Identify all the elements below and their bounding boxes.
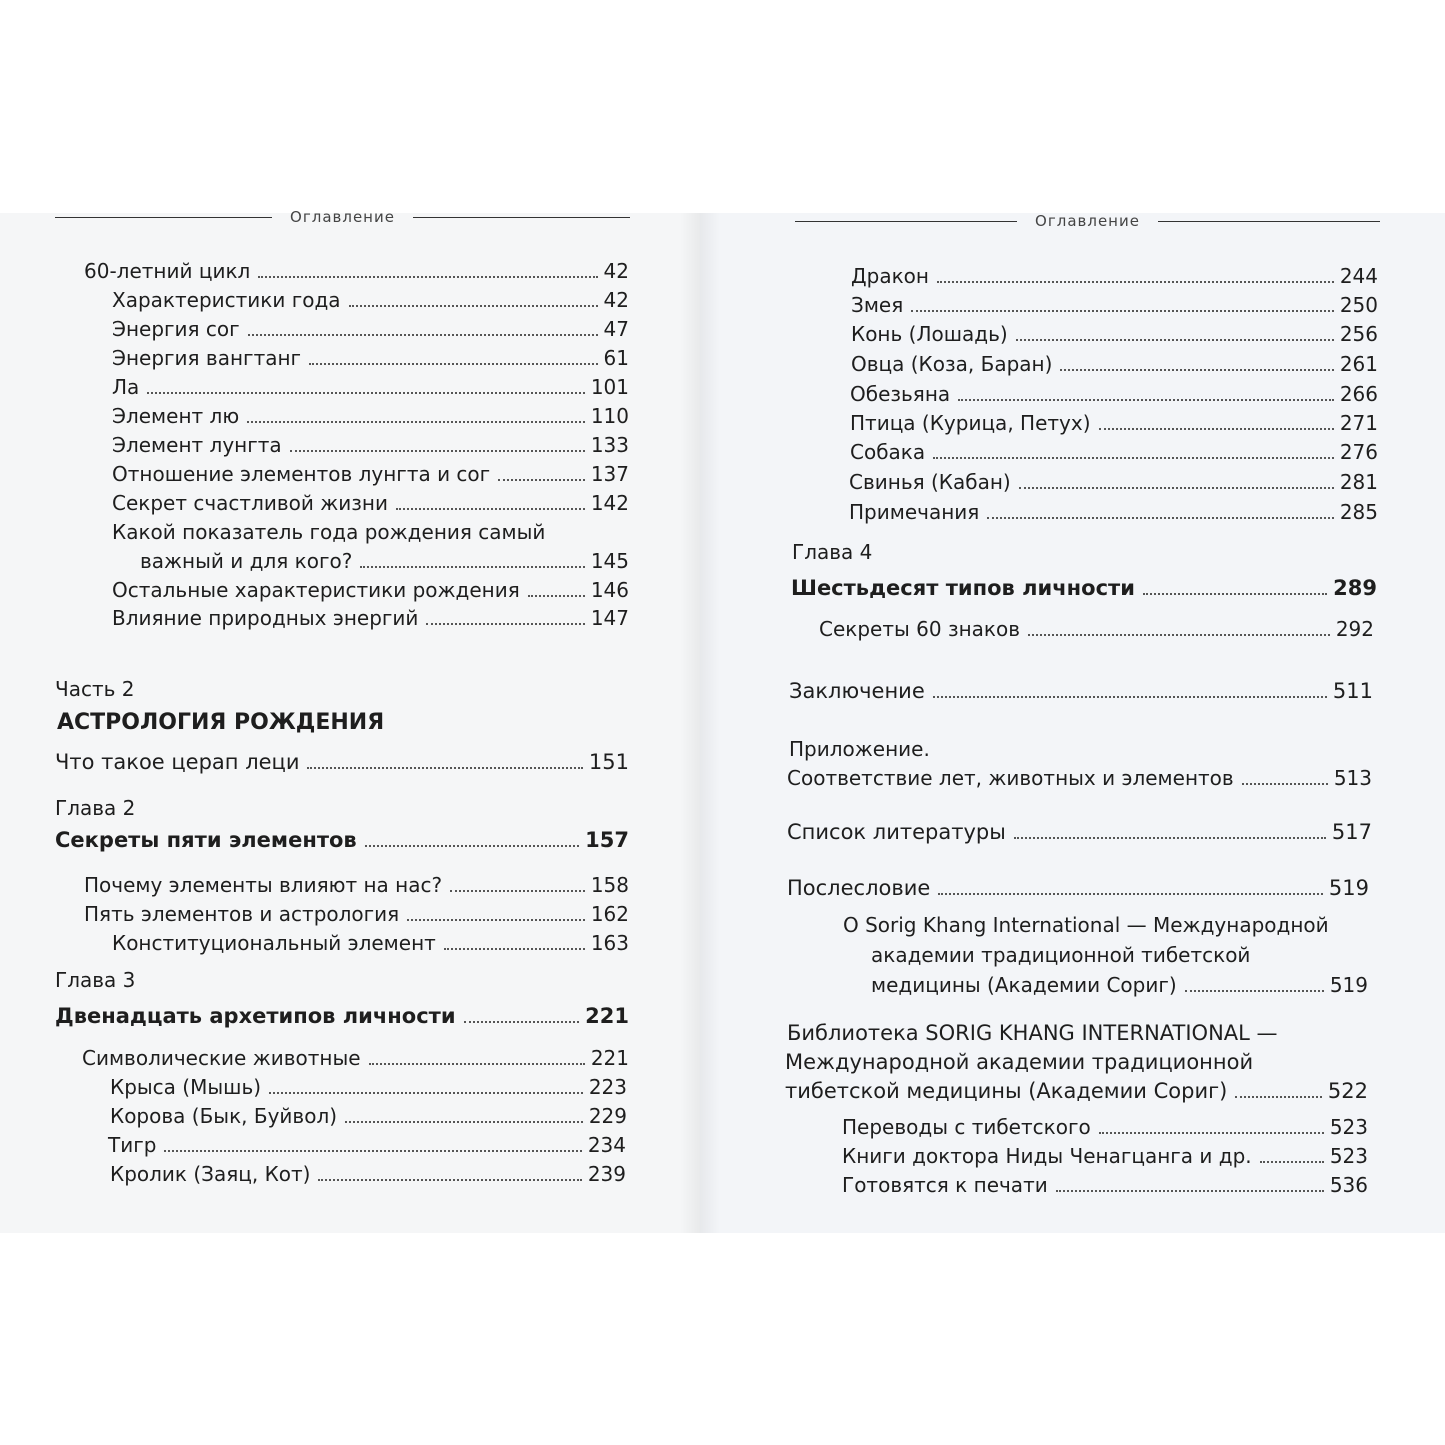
part-label: Часть 2 xyxy=(55,677,135,701)
chapter-label: Глава 3 xyxy=(55,968,136,992)
toc-entry[interactable]: Характеристики года 42 xyxy=(112,288,629,312)
toc-entry[interactable]: Влияние природных энергий 147 xyxy=(112,606,629,630)
toc-entry[interactable]: Пять элементов и астрология 162 xyxy=(84,902,629,926)
toc-entry[interactable]: Готовятся к печати 536 xyxy=(842,1173,1368,1197)
toc-entry[interactable]: Крыса (Мышь) 223 xyxy=(110,1075,627,1099)
toc-entry[interactable]: медицины (Академии Сориг) 519 xyxy=(871,973,1368,997)
toc-entry[interactable]: важный и для кого? 145 xyxy=(140,549,629,573)
toc-entry[interactable]: Ла 101 xyxy=(112,375,629,399)
toc-entry[interactable]: Обезьяна 266 xyxy=(850,382,1378,406)
toc-entry[interactable]: Змея 250 xyxy=(851,293,1378,317)
toc-entry[interactable]: Элемент лю 110 xyxy=(112,404,629,428)
toc-entry-line2: Международной академии традиционной xyxy=(785,1050,1254,1074)
toc-entry[interactable]: Энергия сог 47 xyxy=(112,317,629,341)
toc-entry[interactable]: Свинья (Кабан) 281 xyxy=(849,470,1378,494)
toc-entry[interactable]: Собака 276 xyxy=(850,440,1378,464)
toc-entry[interactable]: Соответствие лет, животных и элементов 513 xyxy=(787,766,1372,790)
toc-entry[interactable]: 60-летний цикл 42 xyxy=(84,259,629,283)
toc-entry[interactable]: Символические животные 221 xyxy=(82,1046,629,1070)
toc-entry[interactable]: Примечания 285 xyxy=(849,500,1378,524)
toc-entry[interactable]: Конституциональный элемент 163 xyxy=(112,931,629,955)
toc-entry[interactable]: Книги доктора Ниды Ченагцанга и др. 523 xyxy=(842,1144,1368,1168)
toc-entry[interactable]: Овца (Коза, Баран) 261 xyxy=(851,352,1378,376)
toc-entry-line1: О Sorig Khang International — Международной xyxy=(843,913,1329,937)
book-gutter xyxy=(680,213,720,1233)
toc-entry[interactable]: Послесловие 519 xyxy=(787,876,1369,900)
chapter-entry[interactable]: Двенадцать архетипов личности 221 xyxy=(55,1004,629,1028)
toc-entry[interactable]: Кролик (Заяц, Кот) 239 xyxy=(110,1162,626,1186)
toc-entry[interactable]: Секрет счастливой жизни 142 xyxy=(112,491,629,515)
chapter-label: Глава 2 xyxy=(55,796,136,820)
toc-entry[interactable]: Заключение 511 xyxy=(789,679,1373,703)
toc-entry[interactable]: Дракон 244 xyxy=(851,264,1378,288)
part-title: АСТРОЛОГИЯ РОЖДЕНИЯ xyxy=(57,710,385,735)
chapter-label: Глава 4 xyxy=(792,540,873,564)
right-running-head xyxy=(795,212,1380,230)
toc-entry[interactable]: Секреты 60 знаков 292 xyxy=(819,617,1374,641)
toc-entry[interactable]: Что такое церап леци 151 xyxy=(55,750,629,774)
toc-entry-line1: Какой показатель года рождения самый xyxy=(112,520,546,544)
toc-entry[interactable]: Конь (Лошадь) 256 xyxy=(851,322,1378,346)
toc-entry-line2: академии традиционной тибетской xyxy=(871,943,1251,967)
toc-entry[interactable]: Остальные характеристики рождения 146 xyxy=(112,578,629,602)
toc-entry[interactable]: Элемент лунгта 133 xyxy=(112,433,629,457)
toc-entry[interactable]: тибетской медицины (Академии Сориг) 522 xyxy=(785,1079,1368,1103)
chapter-entry[interactable]: Шестьдесят типов личности 289 xyxy=(791,576,1377,600)
toc-entry[interactable]: Переводы с тибетского 523 xyxy=(842,1115,1368,1139)
toc-entry-line1: Библиотека SORIG KHANG INTERNATIONAL — xyxy=(787,1021,1278,1045)
toc-entry[interactable]: Птица (Курица, Петух) 271 xyxy=(850,411,1378,435)
chapter-entry[interactable]: Секреты пяти элементов 157 xyxy=(55,828,629,852)
running-head-label: Оглавление xyxy=(290,208,395,226)
running-head-label: Оглавление xyxy=(1035,212,1140,230)
toc-entry[interactable]: Список литературы 517 xyxy=(787,820,1372,844)
toc-entry[interactable]: Энергия вангтанг 61 xyxy=(112,346,629,370)
toc-entry[interactable]: Почему элементы влияют на нас? 158 xyxy=(84,873,629,897)
appendix-label: Приложение. xyxy=(789,737,930,761)
toc-entry[interactable]: Тигр 234 xyxy=(108,1133,626,1157)
toc-entry[interactable]: Отношение элементов лунгта и сог 137 xyxy=(112,462,629,486)
toc-entry[interactable]: Корова (Бык, Буйвол) 229 xyxy=(110,1104,627,1128)
left-running-head xyxy=(55,208,630,226)
